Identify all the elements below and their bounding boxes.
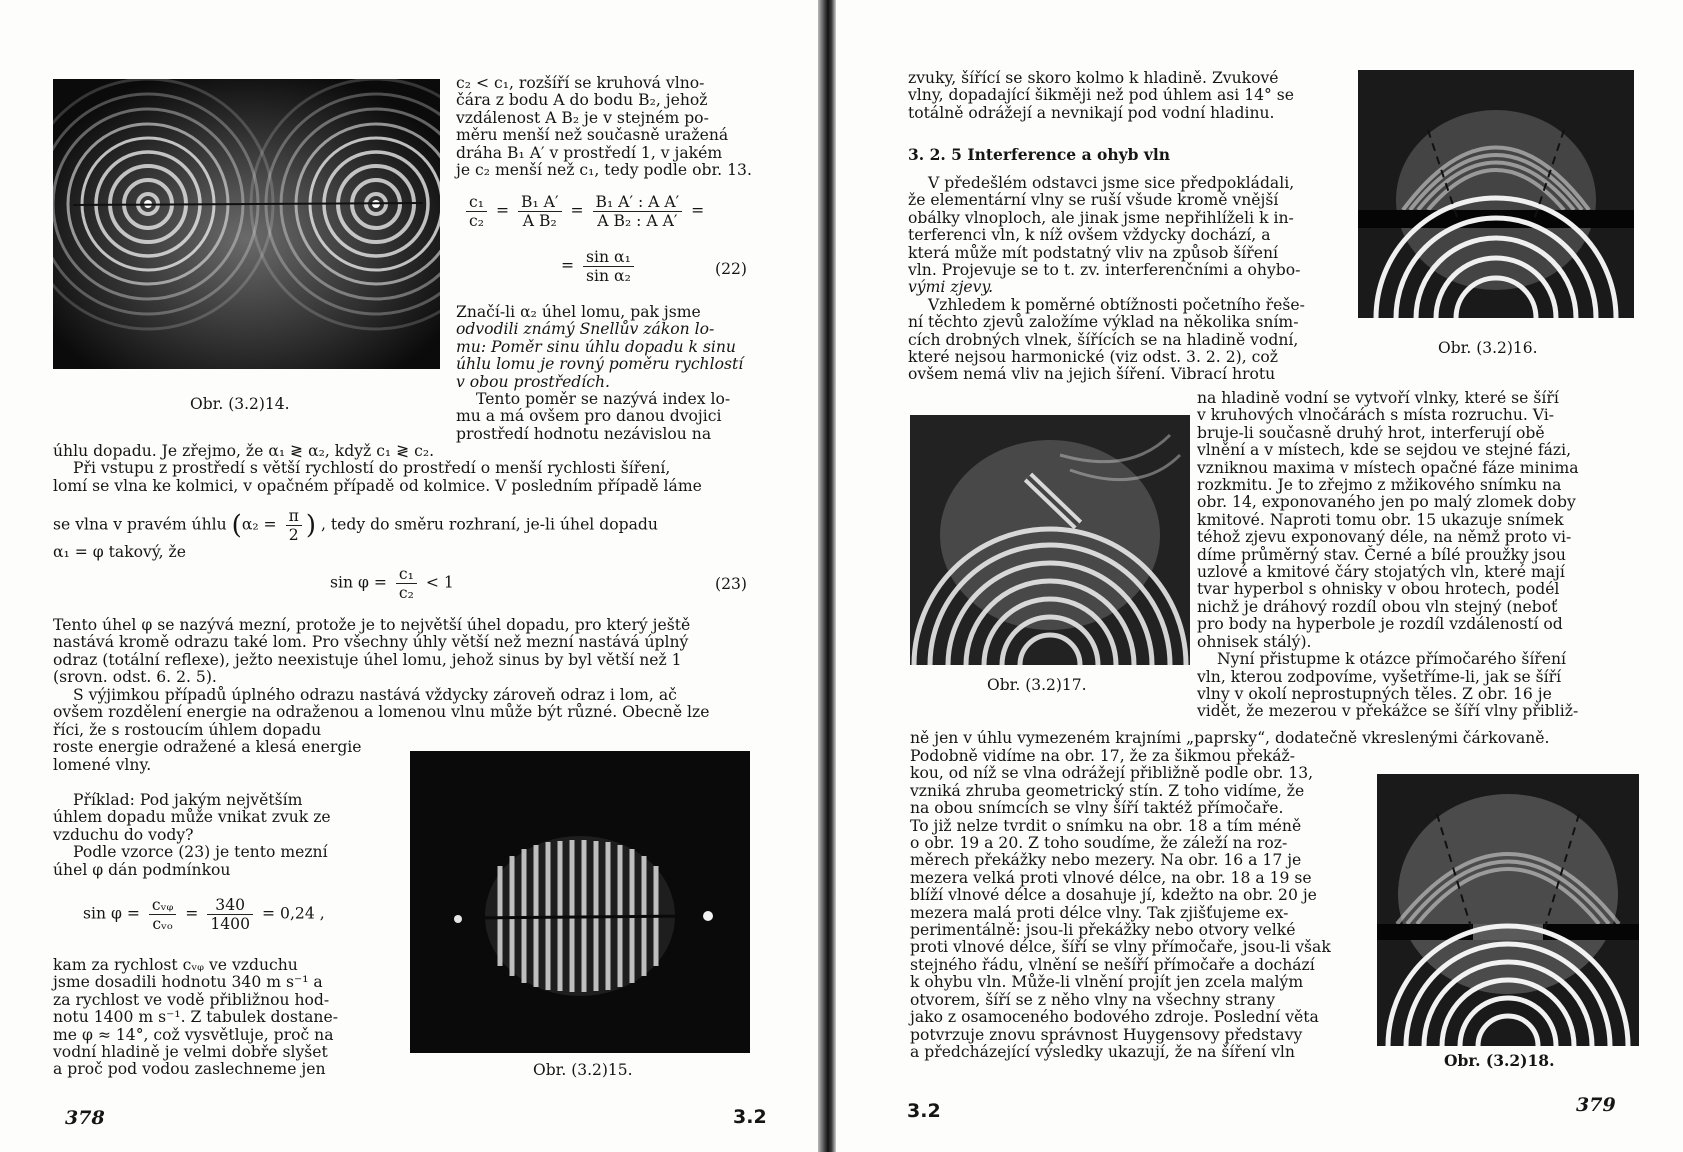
right-angle-line: se vlna v pravém úhlu (α₂ = $\frac{\pi}{2}$ ) , tedy do směru rozhraní, je-li úhel dopadu [53, 507, 658, 544]
figure-16-photo [1358, 70, 1634, 318]
figure-16-caption: Obr. (3.2)16. [1438, 339, 1538, 357]
section-heading: 3. 2. 5 Interference a ohyb vln [908, 145, 1171, 164]
figure-15-photo [410, 751, 750, 1053]
right-top-text: zvuky, šířící se skoro kolmo k hladině. Zvukové vlny, dopadající šikměji než pod úhlem asi 14° se totálně odrážejí a nevnikají pod vodní hladinu. [908, 69, 1295, 122]
left-column-bottom-text: říci, že s rostoucím úhlem dopadu roste energie odražené a klesá energie lomené vlny. [53, 721, 362, 774]
equation-example: sin φ = $\frac{\text{cᵥᵩ}}{\text{cᵥₒ}}$ = $\frac{340}{1400}$ = 0,24 , [83, 896, 325, 933]
example-final-text: kam za rychlost cᵥᵩ ve vzduchu jsme dosadili hodnotu 340 m s⁻¹ a za rychlost ve vodě přibližnou hod- notu 1400 m s⁻¹. Z tabulek dostane- me φ ≈ 14°, což vysvětluje, proč na vodní hladině je velmi dobře slyšet a proč pod vodou zaslechneme jen [53, 956, 338, 1079]
right-page-number: 379 [1576, 1094, 1616, 1116]
figure-18-caption: Obr. (3.2)18. [1444, 1051, 1555, 1070]
example-text: Příklad: Pod jakým největším úhlem dopadu může vnikat zvuk ze vzduchu do vody? Podle vzorce (23) je tento mezní úhel φ dán podmínkou [53, 791, 331, 879]
equation-22-line1: $\frac{\text{c₁}}{\text{c₂}}$ = $\frac{\text{B₁ A′}}{\text{A B₂}}$ = $\frac{\text{B₁ A′ : A A′}}{\text{A B₂ : A A′}}$ = [462, 193, 704, 230]
right-full-line: ně jen v úhlu vymezeném krajními „paprsky“, dodatečně vkreslenými čárkovaně. [910, 729, 1550, 747]
left-column-mid-text: Značí-li α₂ úhel lomu, pak jsme odvodili známý Snellův zákon lo- mu: Poměr sinu úhlu dopadu k sinu úhlu lomu je rovný poměru rychlostí v obou prostředích. Tento poměr se nazývá index lo- mu a má ovšem pro danou dvojici prostředí hodnotu nezávislou na [456, 303, 744, 443]
left-chapter-mark: 3.2 [733, 1106, 767, 1128]
left-column-top-text: c₂ < c₁, rozšíří se kruhová vlno- čára z bodu A do bodu B₂, jehož vzdálenost A B₂ je v stejném po- měru menší než současně uražená dráha B₁ A′ v prostředí 1, v jakém je c₂ menší než c₁, tedy podle obr. 13. [456, 74, 752, 180]
right-chapter-mark: 3.2 [907, 1100, 941, 1122]
figure-14-caption: Obr. (3.2)14. [190, 395, 290, 413]
figure-17-photo [910, 415, 1190, 665]
figure-15-caption: Obr. (3.2)15. [533, 1061, 633, 1079]
left-page-number: 378 [65, 1107, 105, 1129]
book-gutter [818, 0, 836, 1152]
right-para-2: na hladině vodní se vytvoří vlnky, které se šíří v kruhových vlnočárách s místa rozruchu. Vi- bruje-li současně druhý hrot, interferují obě vlnění a v místech, kde se sejdou ve stejné fázi, vzniknou maxima v místech opačné fáze minima rozkmitu. Je to zřejmo z mžikového snímku na obr. 14, exponovaného jen po malý zlomek doby kmitové. Naproti tomu obr. 15 ukazuje snímek téhož zjevu exponovaný déle, na němž proto vi- díme průměrný stav. Černé a bílé proužky jsou uzlové a kmitové čáry stojatých vln, které mají tvar hyperbol s ohnisky v obou hrotech, podél nichž je dráhový rozdíl obou vln stejný (neboť pro body na hyperbole je rozdíl vzdáleností od ohnisek stálý). Nyní přistupme k otázce přímočarého šíření vln, kterou zodpovíme, vyšetříme-li, jak se šíří vlny v okolí neprostupných těles. Z obr. 16 je vidět, že mezerou v překážce se šíří vlny přibliž- [1197, 389, 1579, 721]
equation-22-line2: = $\frac{\text{sin α₁}}{\text{sin α₂}}$ [561, 248, 638, 285]
phi-line: α₁ = φ takový, že [53, 543, 186, 561]
right-para-3: Podobně vidíme na obr. 17, že za šikmou překáž- kou, od níž se vlna odrážejí přibližně podle obr. 13, vzniká zhruba geometrický stín. Z toho vidíme, že na obou snímcích se vlny šíří taktéž přímočaře. To již nelze tvrdit o snímku na obr. 18 a tím méně o obr. 19 a 20. Z toho soudíme, že záleží na roz- měrech překážky nebo mezery. Na obr. 16 a 17 je mezera velká proti vlnové délce, na obr. 18 a 19 se blíží vlnové délce a dosahuje jí, kdežto na obr. 20 je mezera malá proti délce vlny. Tak zjišťujeme ex- perimentálně: jsou-li překážky nebo otvory velké proti vlnové délce, šíří se vlny přímočaře, jsou-li však stejného řádu, vlnění se nešíří přímočaře a dochází k ohybu vln. Může-li vlnění projít jen zcela malým otvorem, šíří se z něho vlny na všechny strany jako z osamoceného bodového zdroje. Poslední věta potvrzuje znovu správnost Huygensovy představy a předcházející výsledky ukazují, že na šíření vln [910, 747, 1331, 1061]
equation-23: sin φ = $\frac{\text{c₁}}{\text{c₂}}$ < 1 [330, 565, 454, 602]
left-full-text-2: Tento úhel φ se nazývá mezní, protože je to největší úhel dopadu, pro který ještě nastává kromě odrazu také lom. Pro všechny úhly větší než mezní nastává úplný odraz (totální reflexe), ježto neexistuje úhel lomu, jehož sinus by byl větší než 1 (srovn. odst. 6. 2. 5). S výjimkou případů úplného odrazu nastává vždycky zároveň odraz i lom, ač ovšem rozdělení energie na odraženou a lomenou vlnu může být různé. Obecně lze [53, 616, 710, 722]
figure-18-photo [1377, 774, 1639, 1046]
equation-22-number: (22) [715, 260, 748, 278]
left-full-text-1: úhlu dopadu. Je zřejmo, že α₁ ≷ α₂, když c₁ ≷ c₂. Při vstupu z prostředí s větší rychlostí do prostředí o menší rychlosti šíření, lomí se vlna ke kolmici, v opačném případě od kolmice. V posledním případě láme [53, 442, 702, 495]
equation-23-number: (23) [715, 575, 748, 593]
right-para-1: V předešlém odstavci jsme sice předpokládali, že elementární vlny se ruší všude kromě vnější obálky vlnoploch, ale jinak jsme nepřihlíželi k in- terferenci vln, k níž ovšem vždycky dochází, a která může mít podstatný vliv na způsob šíření vln. Projevuje se to t. zv. interferenčními a ohybo- vými zjevy. Vzhledem k poměrné obtížnosti početního řeše- ní těchto zjevů založíme výklad na několika sním- cích drobných vlnek, šířících se na hladině vodní, které nejsou harmonické (viz odst. 3. 2. 2), což ovšem nemá vliv na jejich šíření. Vibrací hrotu [908, 174, 1305, 384]
figure-17-caption: Obr. (3.2)17. [987, 676, 1087, 694]
figure-14-photo [53, 79, 440, 369]
